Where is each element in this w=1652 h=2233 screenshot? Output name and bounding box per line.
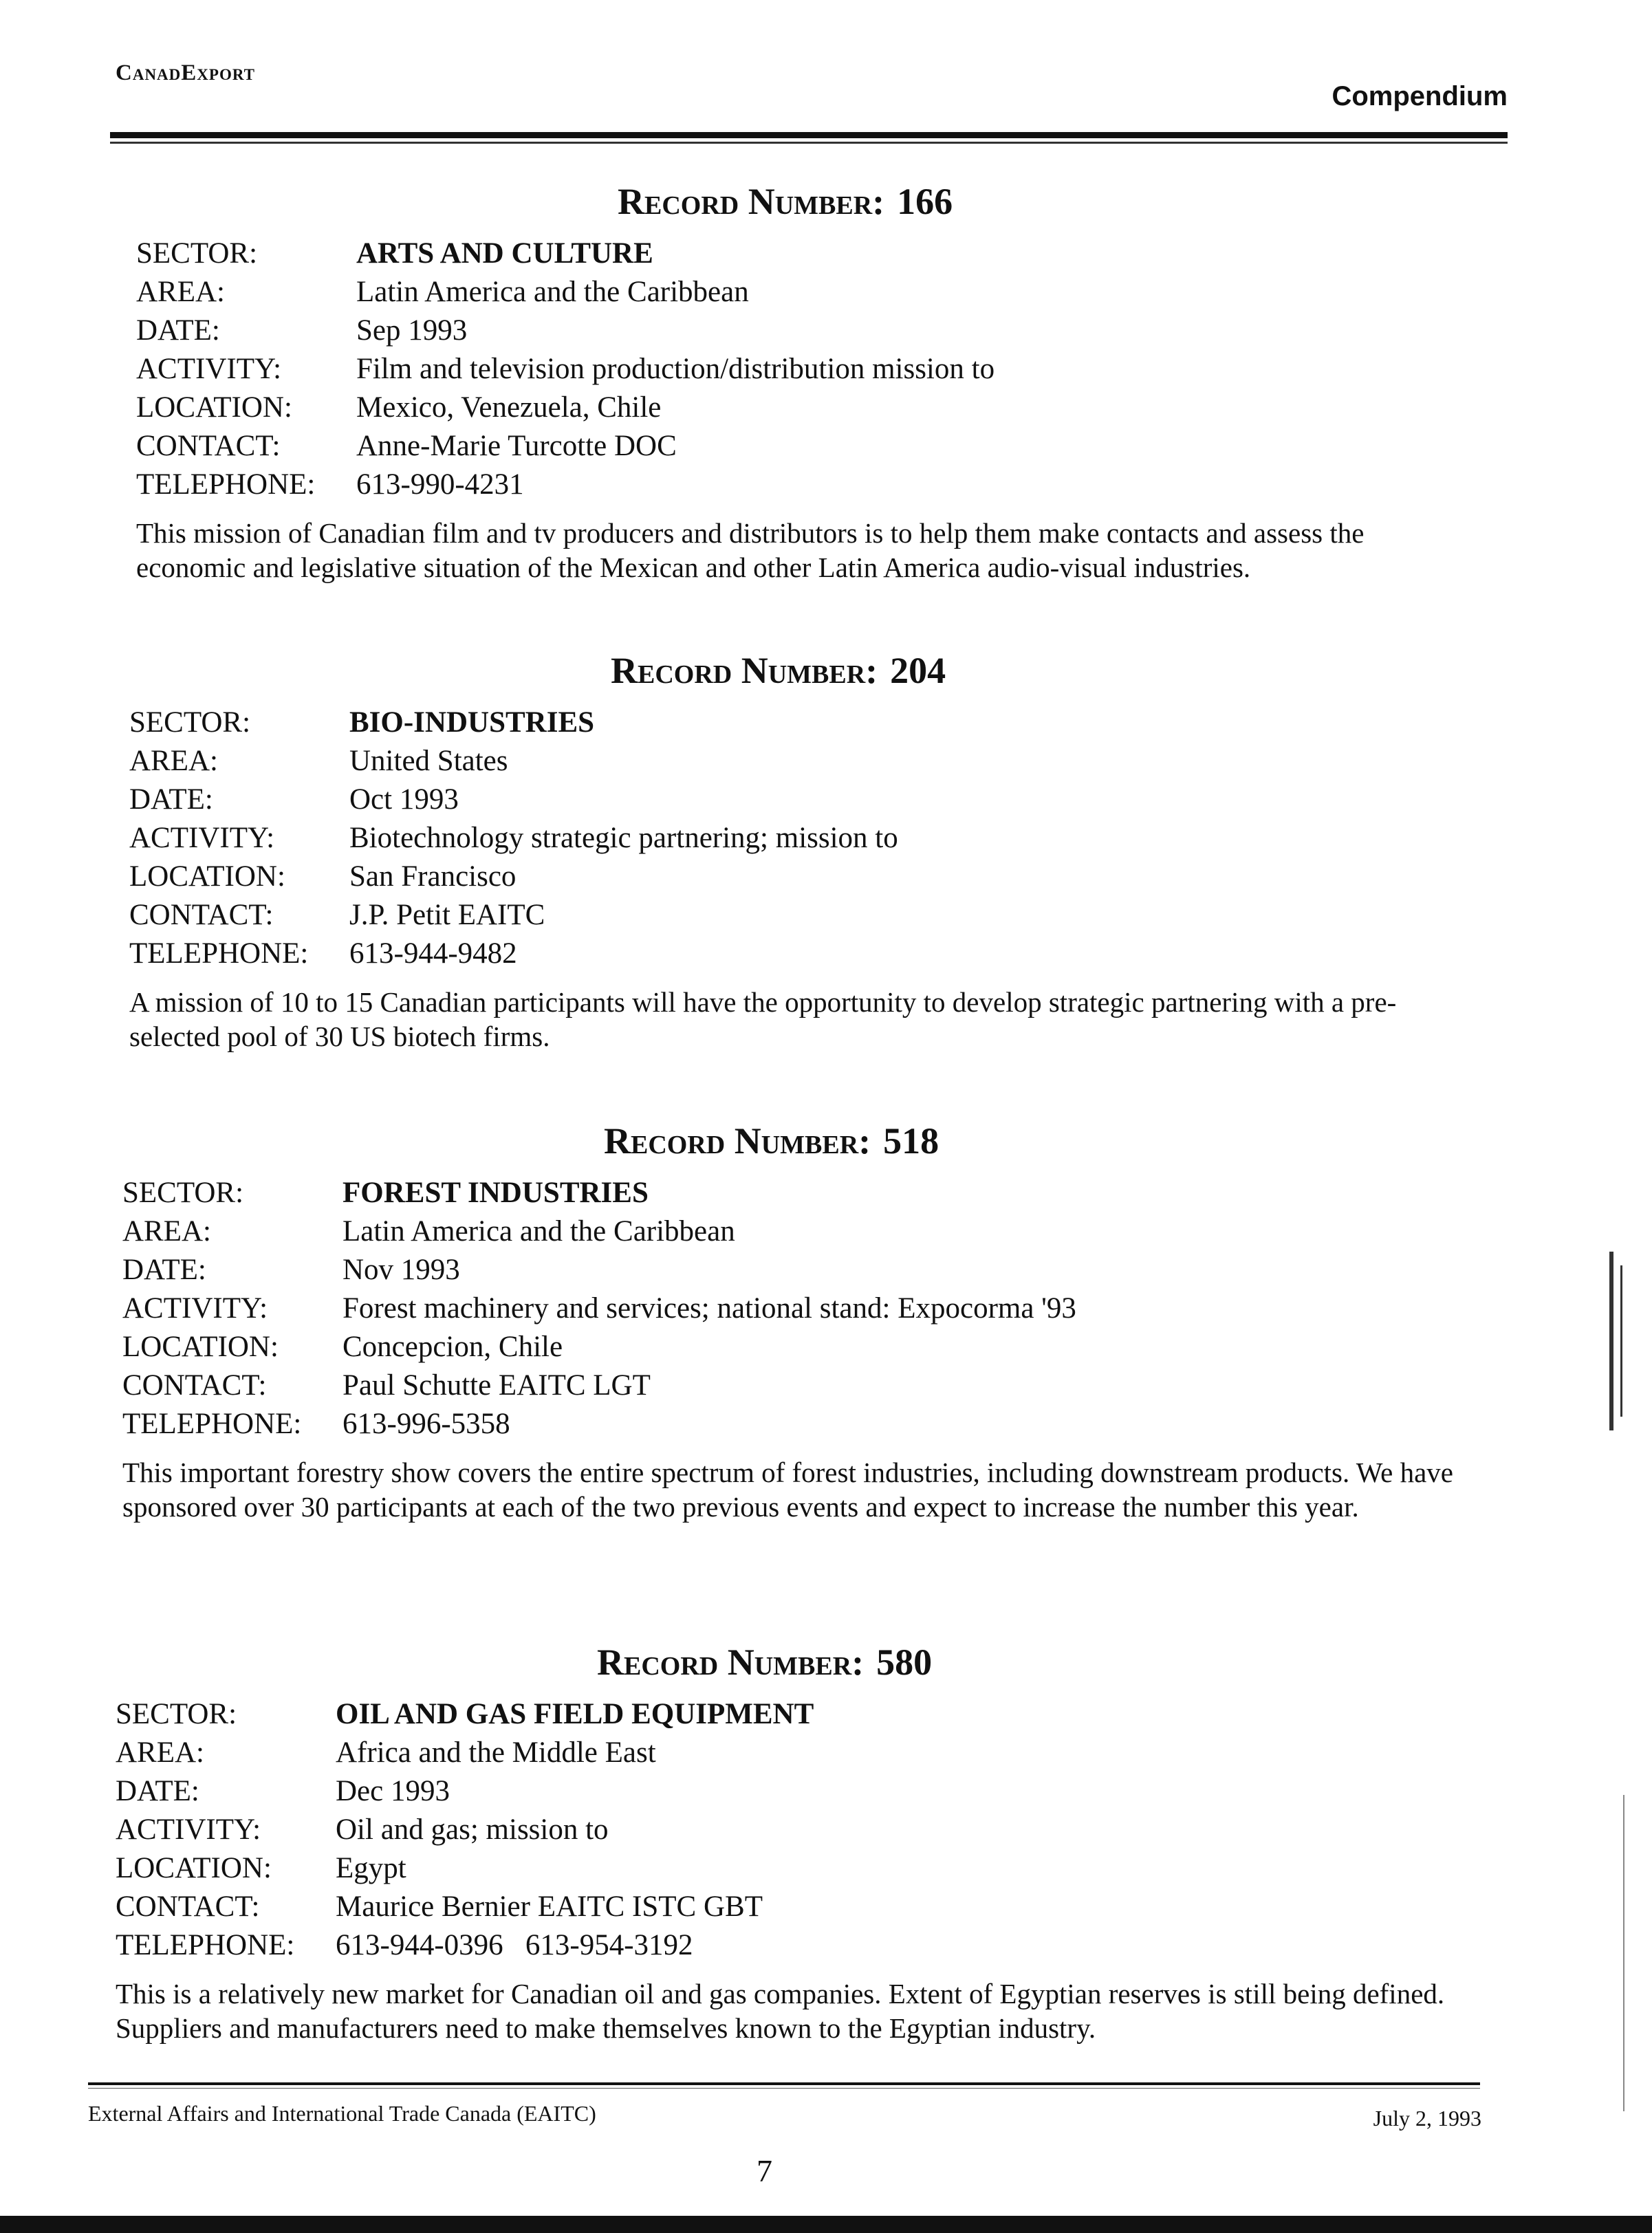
- location-label: LOCATION:: [122, 1331, 279, 1363]
- sector-value: ARTS AND CULTURE: [356, 237, 653, 270]
- activity-value: Forest machinery and services; national stand: Expocorma '93: [343, 1292, 1076, 1325]
- record-description: This mission of Canadian film and tv producers and distributors is to help them make contacts and assess the economic and legislative situation of the Mexican and other Latin America audio-visual industries.: [136, 517, 1365, 583]
- record-number: 518: [883, 1120, 939, 1162]
- sector-label: SECTOR:: [136, 237, 258, 270]
- contact-label: CONTACT:: [116, 1891, 260, 1923]
- header-rule-thin: [110, 142, 1508, 144]
- telephone-label: TELEPHONE:: [116, 1929, 295, 1961]
- record-title: [604, 1120, 939, 1162]
- record-title: [618, 180, 953, 223]
- sector-label: SECTOR:: [116, 1698, 237, 1730]
- record-number: 204: [890, 650, 946, 691]
- record-fields: [136, 237, 995, 506]
- record-fields: [129, 706, 898, 975]
- area-value: Africa and the Middle East: [336, 1736, 656, 1769]
- sector-label: SECTOR:: [129, 706, 251, 739]
- area-label: AREA:: [122, 1215, 211, 1248]
- telephone-value: 613-990-4231: [356, 468, 524, 501]
- sector-row: [129, 706, 898, 744]
- telephone-label: TELEPHONE:: [136, 468, 316, 501]
- area-row: [129, 744, 898, 783]
- telephone-row: [136, 468, 995, 506]
- activity-row: [122, 1292, 1076, 1330]
- contact-value: Paul Schutte EAITC LGT: [343, 1369, 651, 1402]
- telephone-value: 613-996-5358: [343, 1408, 510, 1440]
- record-fields: [116, 1697, 814, 1967]
- record-number-label: Record Number:: [604, 1120, 871, 1162]
- record-description: A mission of 10 to 15 Canadian participants will have the opportunity to develop strategic partnering with a pre-selected pool of 30 US biotech firms.: [129, 986, 1397, 1052]
- area-row: [122, 1214, 1076, 1253]
- location-row: [122, 1330, 1076, 1369]
- footer-rule: [88, 2082, 1480, 2085]
- sector-value: BIO-INDUSTRIES: [349, 706, 595, 739]
- record-title: [611, 649, 946, 692]
- record-title: [597, 1641, 932, 1684]
- telephone-value: 613-944-9482: [349, 937, 517, 970]
- contact-label: CONTACT:: [129, 899, 274, 931]
- record-number: 580: [876, 1642, 933, 1683]
- record-number-label: Record Number:: [618, 181, 885, 222]
- sector-row: [116, 1697, 814, 1736]
- sector-row: [122, 1176, 1076, 1214]
- telephone-value: 613-944-0396 613-954-3192: [336, 1929, 693, 1961]
- footer-rule-thin: [88, 2088, 1480, 2089]
- telephone-label: TELEPHONE:: [122, 1408, 302, 1440]
- telephone-row: [129, 937, 898, 975]
- scan-artifact: [1620, 1265, 1622, 1417]
- location-value: Concepcion, Chile: [343, 1331, 563, 1363]
- area-label: AREA:: [116, 1736, 204, 1769]
- activity-label: ACTIVITY:: [129, 822, 275, 854]
- location-label: LOCATION:: [116, 1852, 272, 1884]
- activity-label: ACTIVITY:: [122, 1292, 268, 1325]
- contact-row: [129, 898, 898, 937]
- scan-artifact: [1609, 1252, 1613, 1430]
- location-row: [129, 860, 898, 898]
- contact-value: Anne-Marie Turcotte DOC: [356, 430, 677, 462]
- scan-bottom-edge: [0, 2216, 1652, 2233]
- sector-label: SECTOR:: [122, 1177, 244, 1209]
- record-number-label: Record Number:: [611, 650, 878, 691]
- area-label: AREA:: [129, 745, 218, 777]
- area-row: [136, 275, 995, 314]
- date-label: DATE:: [116, 1775, 199, 1807]
- location-value: Egypt: [336, 1852, 406, 1884]
- page-number: 7: [757, 2153, 772, 2188]
- record-fields: [122, 1176, 1076, 1446]
- contact-label: CONTACT:: [122, 1369, 267, 1402]
- location-label: LOCATION:: [129, 860, 285, 893]
- area-value: Latin America and the Caribbean: [356, 276, 749, 308]
- area-row: [116, 1736, 814, 1774]
- contact-row: [122, 1369, 1076, 1407]
- telephone-row: [116, 1928, 814, 1967]
- activity-value: Biotechnology strategic partnering; mission to: [349, 822, 898, 854]
- activity-label: ACTIVITY:: [136, 353, 282, 385]
- date-value: Oct 1993: [349, 783, 459, 816]
- activity-value: Film and television production/distribution mission to: [356, 353, 995, 385]
- date-label: DATE:: [136, 314, 220, 347]
- date-row: [136, 314, 995, 352]
- contact-value: Maurice Bernier EAITC ISTC GBT: [336, 1891, 763, 1923]
- record-number-label: Record Number:: [597, 1642, 865, 1683]
- location-row: [136, 391, 995, 429]
- date-value: Dec 1993: [336, 1775, 450, 1807]
- record-description: This important forestry show covers the entire spectrum of forest industries, including downstream products. We have sponsored over 30 participants at each of the two previous events and expect to increase the number this year.: [122, 1457, 1454, 1523]
- sector-value: OIL AND GAS FIELD EQUIPMENT: [336, 1698, 814, 1730]
- location-value: San Francisco: [349, 860, 517, 893]
- location-row: [116, 1851, 814, 1890]
- location-label: LOCATION:: [136, 391, 292, 424]
- record-description: This is a relatively new market for Canadian oil and gas companies. Extent of Egyptian reserves is still being defined. Suppliers and manufacturers need to make themselves known to the Egyptian industry.: [116, 1978, 1445, 2044]
- telephone-label: TELEPHONE:: [129, 937, 309, 970]
- sector-value: FOREST INDUSTRIES: [343, 1177, 649, 1209]
- section-title: Compendium: [1332, 81, 1508, 111]
- activity-value: Oil and gas; mission to: [336, 1813, 609, 1846]
- date-row: [122, 1253, 1076, 1292]
- record-number: 166: [897, 181, 953, 222]
- activity-row: [129, 821, 898, 860]
- activity-label: ACTIVITY:: [116, 1813, 261, 1846]
- activity-row: [136, 352, 995, 391]
- sector-row: [136, 237, 995, 275]
- contact-value: J.P. Petit EAITC: [349, 899, 545, 931]
- contact-row: [136, 429, 995, 468]
- publication-name: CanadExport: [116, 61, 255, 85]
- contact-label: CONTACT:: [136, 430, 281, 462]
- location-value: Mexico, Venezuela, Chile: [356, 391, 662, 424]
- scan-artifact: [1623, 1795, 1624, 2111]
- date-row: [129, 783, 898, 821]
- activity-row: [116, 1813, 814, 1851]
- area-label: AREA:: [136, 276, 225, 308]
- date-value: Nov 1993: [343, 1254, 460, 1286]
- area-value: United States: [349, 745, 508, 777]
- footer-organization: External Affairs and International Trade Canada (EAITC): [88, 2101, 596, 2126]
- date-label: DATE:: [122, 1254, 206, 1286]
- date-label: DATE:: [129, 783, 213, 816]
- contact-row: [116, 1890, 814, 1928]
- footer-date: July 2, 1993: [1373, 2106, 1481, 2131]
- header-rule: [110, 132, 1508, 138]
- telephone-row: [122, 1407, 1076, 1446]
- date-row: [116, 1774, 814, 1813]
- area-value: Latin America and the Caribbean: [343, 1215, 735, 1248]
- date-value: Sep 1993: [356, 314, 468, 347]
